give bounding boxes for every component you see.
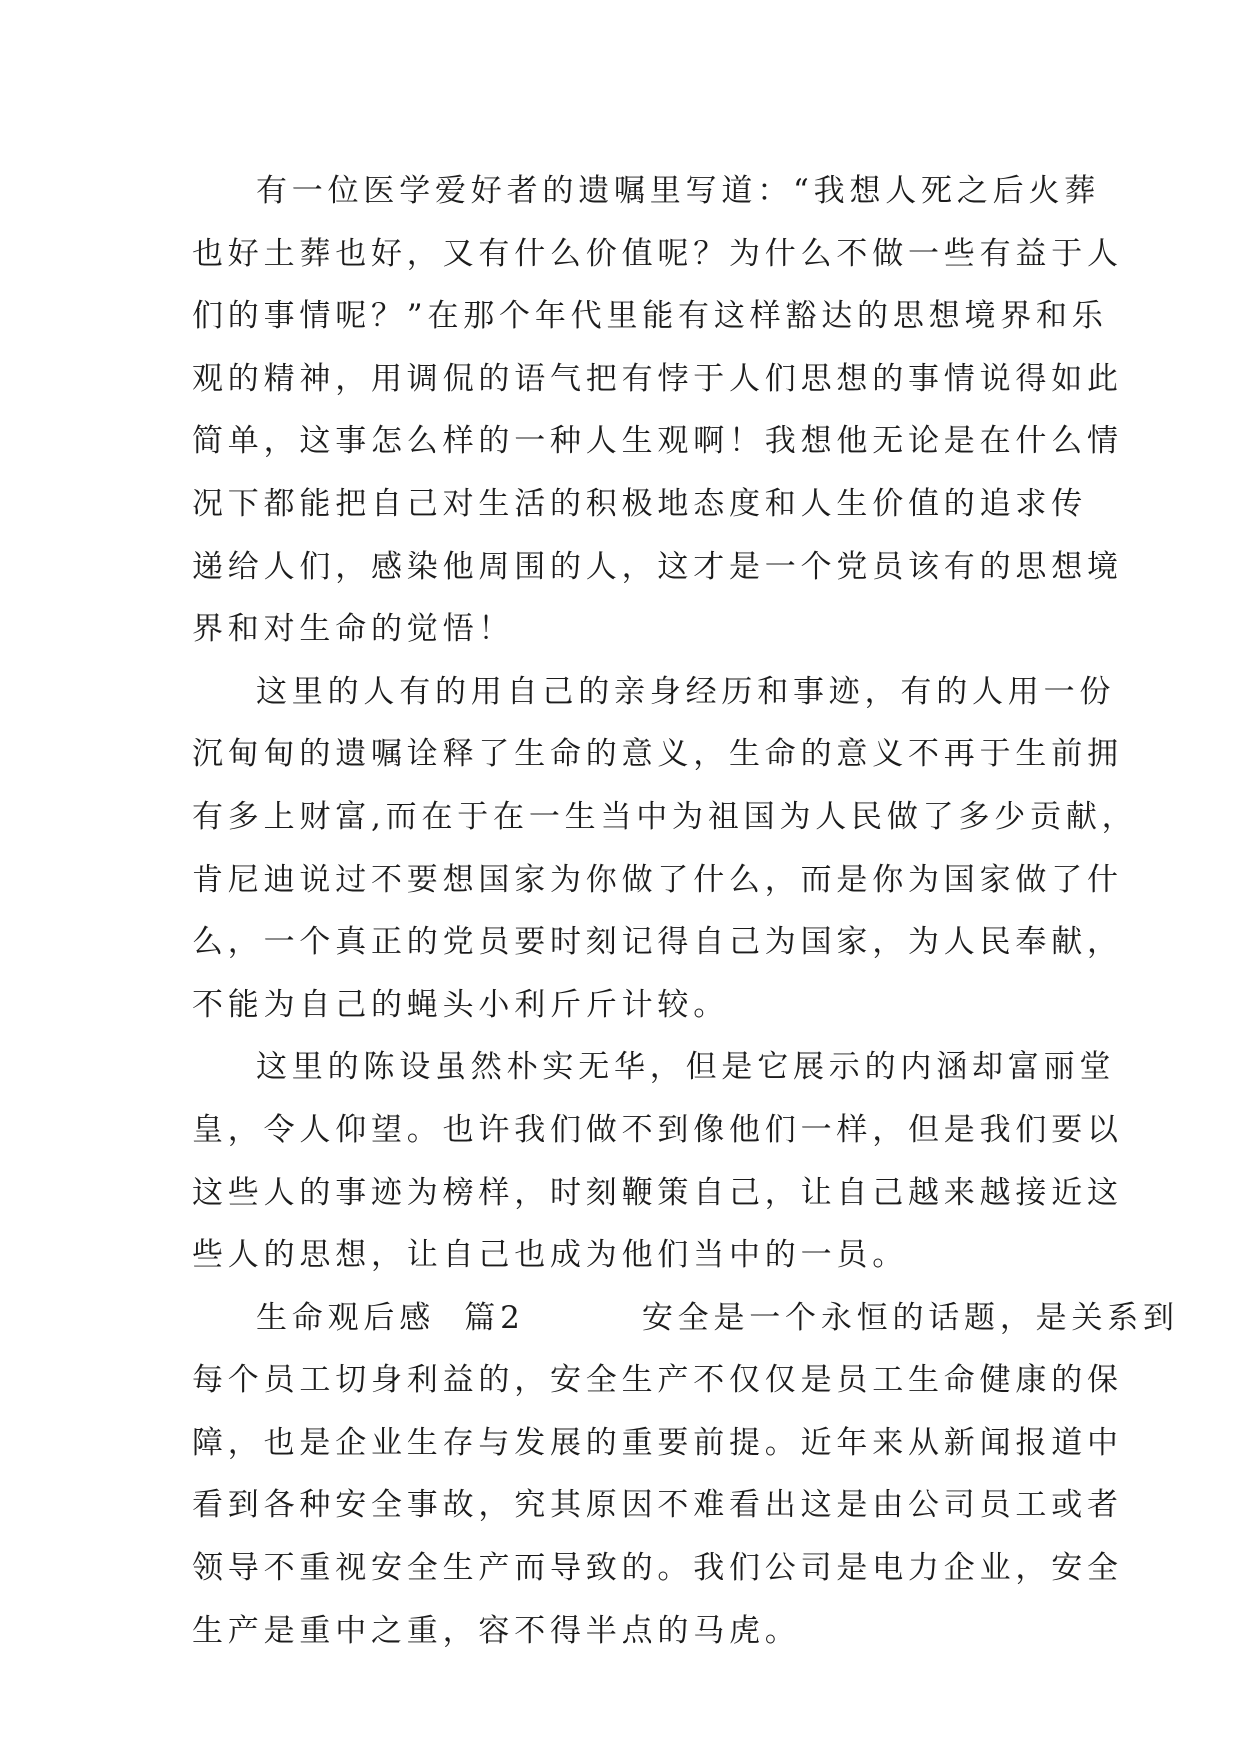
text-line: 这里的人有的用自己的亲身经历和事迹，有的人用一份: [256, 673, 1116, 710]
text-line: 生命观后感 篇2 安全是一个永恒的话题，是关系到: [256, 1299, 1179, 1336]
text-line: 不能为自己的蝇头小利斤斤计较。: [192, 986, 729, 1023]
text-line: 有多上财富,而在于在一生当中为祖国为人民做了多少贡献，: [192, 798, 1138, 835]
paragraph-4: [192, 1287, 1179, 1663]
text-line: 每个员工切身利益的，安全生产不仅仅是员工生命健康的保: [192, 1362, 1123, 1399]
text-line: 看到各种安全事故，究其原因不难看出这是由公司员工或者: [192, 1487, 1123, 1524]
text-line: 些人的思想，让自己也成为他们当中的一员。: [192, 1237, 908, 1274]
text-line: 生产是重中之重，容不得半点的马虎。: [192, 1612, 801, 1649]
text-line: 这些人的事迹为榜样，时刻鞭策自己，让自己越来越接近这: [192, 1174, 1123, 1211]
paragraph-1: [192, 160, 1123, 661]
text-line: 有一位医学爱好者的遗嘱里写道：“我想人死之后火葬: [256, 173, 1101, 209]
text-line: 简单，这事怎么样的一种人生观啊！我想他无论是在什么情: [192, 423, 1123, 460]
text-line: 领导不重视安全生产而导致的。我们公司是电力企业，安全: [192, 1550, 1123, 1587]
text-line: 们的事情呢？”在那个年代里能有这样豁达的思想境界和乐: [192, 298, 1108, 335]
text-line: 也好土葬也好，又有什么价值呢？为什么不做一些有益于人: [192, 235, 1123, 272]
text-line: 观的精神，用调侃的语气把有悖于人们思想的事情说得如此: [192, 360, 1123, 397]
text-line: 皇，令人仰望。也许我们做不到像他们一样，但是我们要以: [192, 1111, 1123, 1148]
text-line: 肯尼迪说过不要想国家为你做了什么，而是你为国家做了什: [192, 861, 1123, 898]
text-line: 沉甸甸的遗嘱诠释了生命的意义，生命的意义不再于生前拥: [192, 736, 1123, 773]
text-line: 况下都能把自己对生活的积极地态度和人生价值的追求传: [192, 485, 1087, 522]
text-line: 递给人们，感染他周围的人，这才是一个党员该有的思想境: [192, 548, 1123, 585]
text-line: 障，也是企业生存与发展的重要前提。近年来从新闻报道中: [192, 1424, 1123, 1461]
document-body: [192, 160, 1179, 1662]
paragraph-2: [192, 661, 1138, 1037]
text-line: 这里的陈设虽然朴实无华，但是它展示的内涵却富丽堂: [256, 1049, 1116, 1086]
text-line: 界和对生命的觉悟！: [192, 611, 515, 648]
paragraph-3: [192, 1036, 1123, 1286]
text-line: 么，一个真正的党员要时刻记得自己为国家，为人民奉献，: [192, 924, 1123, 961]
